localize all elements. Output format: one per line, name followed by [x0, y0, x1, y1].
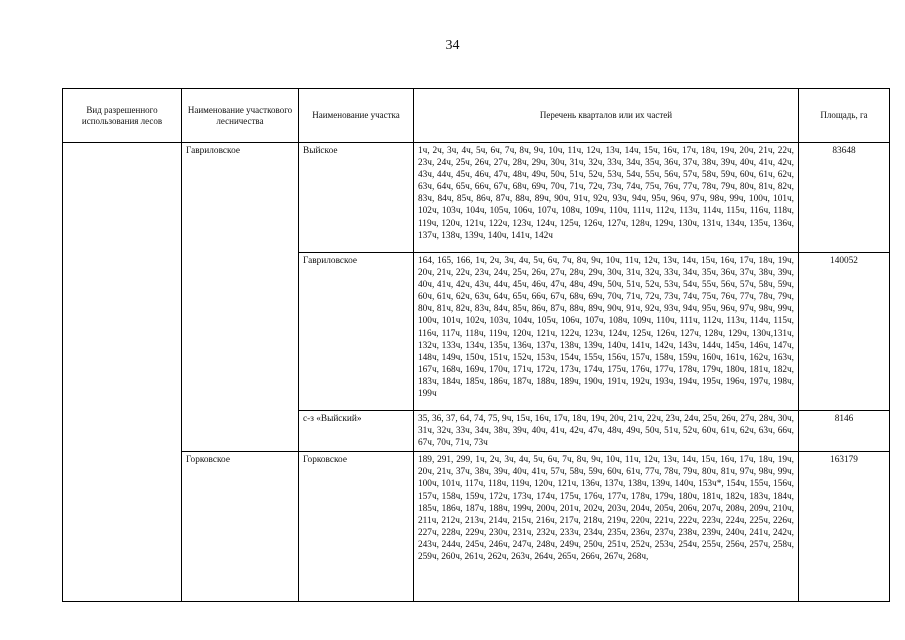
page-number: 34: [445, 38, 460, 53]
plot-cell: Гавриловское: [299, 253, 414, 411]
plot-cell: с-з «Выйский»: [299, 411, 414, 452]
quarters-cell: 164, 165, 166, 1ч, 2ч, 3ч, 4ч, 5ч, 6ч, 7ч, 8ч, 9ч, 10ч, 11ч, 12ч, 13ч, 14ч, 15ч, 16ч, 17ч, 18ч, 19ч, 20ч, 21ч, 22ч, 23ч, 24ч, 25ч, 26ч, 27ч, 28ч, 29ч, 30ч, 31ч, 32ч, 33ч, 34ч, 35ч, 36ч, 37ч, 38ч, 39ч, 40ч, 41ч, 42ч, 43ч, 44ч, 45ч, 46ч, 47ч, 48ч, 49ч, 50ч, 51ч, 52ч, 53ч, 54ч, 55ч, 56ч, 57ч, 58ч, 59ч, 60ч, 61ч, 62ч, 63ч, 64ч, 65ч, 66ч, 67ч, 68ч, 69ч, 70ч, 71ч, 72ч, 73ч, 74ч, 75ч, 76ч, 77ч, 78ч, 79ч, 80ч, 81ч, 82ч, 83ч, 84ч, 85ч, 86ч, 87ч, 88ч, 89ч, 90ч, 91ч, 92ч, 93ч, 94ч, 95ч, 96ч, 97ч, 98ч, 99ч, 100ч, 101ч, 102ч, 103ч, 104ч, 105ч, 106ч, 107ч, 108ч, 109ч, 110ч, 111ч, 112ч, 113ч, 114ч, 115ч, 116ч, 117ч, 118ч, 119ч, 120ч, 121ч, 122ч, 123ч, 124ч, 125ч, 126ч, 127ч, 128ч, 129ч, 130ч,131ч, 132ч, 133ч, 134ч, 135ч, 136ч, 137ч, 138ч, 139ч, 140ч, 141ч, 142ч, 143ч, 144ч, 145ч, 146ч, 147ч, 148ч, 149ч, 150ч, 151ч, 152ч, 153ч, 154ч, 155ч, 156ч, 157ч, 158ч, 159ч, 160ч, 161ч, 162ч, 163ч, 167ч, 168ч, 169ч, 170ч, 171ч, 172ч, 173ч, 174ч, 175ч, 176ч, 177ч, 178ч, 179ч, 180ч, 181ч, 182ч, 183ч, 184ч, 185ч, 186ч, 187ч, 188ч, 189ч, 190ч, 191ч, 192ч, 193ч, 194ч, 195ч, 196ч, 197ч, 198ч, 199ч: [414, 253, 799, 411]
district-cell: Гавриловское: [182, 143, 299, 452]
quarters-cell: 189, 291, 299, 1ч, 2ч, 3ч, 4ч, 5ч, 6ч, 7ч, 8ч, 9ч, 10ч, 11ч, 12ч, 13ч, 14ч, 15ч, 16ч, 17ч, 18ч, 19ч, 20ч, 21ч, 37ч, 38ч, 39ч, 40ч, 41ч, 57ч, 58ч, 59ч, 60ч, 61ч, 77ч, 78ч, 79ч, 80ч, 81ч, 97ч, 98ч, 99ч, 100ч, 101ч, 117ч, 118ч, 119ч, 120ч, 121ч, 136ч, 137ч, 138ч, 139ч, 140ч, 153ч*, 154ч, 155ч, 156ч, 157ч, 158ч, 159ч, 172ч, 173ч, 174ч, 175ч, 176ч, 177ч, 178ч, 179ч, 180ч, 181ч, 182ч, 183ч, 184ч, 185ч, 186ч, 187ч, 188ч, 199ч, 200ч, 201ч, 202ч, 203ч, 204ч, 205ч, 206ч, 207ч, 208ч, 209ч, 210ч, 211ч, 212ч, 213ч, 214ч, 215ч, 216ч, 217ч, 218ч, 219ч, 220ч, 221ч, 222ч, 223ч, 224ч, 225ч, 226ч, 227ч, 228ч, 229ч, 230ч, 231ч, 232ч, 233ч, 234ч, 235ч, 236ч, 237ч, 238ч, 239ч, 240ч, 241ч, 242ч, 243ч, 244ч, 245ч, 246ч, 247ч, 248ч, 249ч, 250ч, 251ч, 252ч, 253ч, 254ч, 255ч, 256ч, 257ч, 258ч, 259ч, 260ч, 261ч, 262ч, 263ч, 264ч, 265ч, 266ч, 267ч, 268ч,: [414, 452, 799, 602]
area-cell: 83648: [799, 143, 890, 253]
quarters-cell: 35, 36, 37, 64, 74, 75, 9ч, 15ч, 16ч, 17ч, 18ч, 19ч, 20ч, 21ч, 22ч, 23ч, 24ч, 25ч, 26ч, 27ч, 28ч, 30ч, 31ч, 32ч, 33ч, 34ч, 38ч, 39ч, 40ч, 41ч, 42ч, 47ч, 48ч, 49ч, 50ч, 51ч, 52ч, 60ч, 61ч, 62ч, 63ч, 66ч, 67ч, 70ч, 71ч, 73ч: [414, 411, 799, 452]
district-cell: Горковское: [182, 452, 299, 602]
plot-cell: Выйское: [299, 143, 414, 253]
header-quarters-list: Перечень кварталов или их частей: [414, 89, 799, 143]
table-row: [63, 143, 890, 253]
table-row: [63, 452, 890, 602]
forest-quarters-table: [62, 88, 890, 602]
quarters-cell: 1ч, 2ч, 3ч, 4ч, 5ч, 6ч, 7ч, 8ч, 9ч, 10ч, 11ч, 12ч, 13ч, 14ч, 15ч, 16ч, 17ч, 18ч, 19ч, 20ч, 21ч, 22ч, 23ч, 24ч, 25ч, 26ч, 27ч, 28ч, 29ч, 30ч, 31ч, 32ч, 33ч, 34ч, 35ч, 36ч, 37ч, 38ч, 39ч, 40ч, 41ч, 42ч, 43ч, 44ч, 45ч, 46ч, 47ч, 48ч, 49ч, 50ч, 51ч, 52ч, 53ч, 54ч, 55ч, 56ч, 57ч, 58ч, 59ч, 60ч, 61ч, 62ч, 63ч, 64ч, 65ч, 66ч, 67ч, 68ч, 69ч, 70ч, 71ч, 72ч, 73ч, 74ч, 75ч, 76ч, 77ч, 78ч, 79ч, 80ч, 81ч, 82ч, 83ч, 84ч, 85ч, 86ч, 87ч, 88ч, 89ч, 90ч, 91ч, 92ч, 93ч, 94ч, 95ч, 96ч, 97ч, 98ч, 99ч, 100ч, 101ч, 102ч, 103ч, 104ч, 105ч, 106ч, 107ч, 108ч, 109ч, 110ч, 111ч, 112ч, 113ч, 114ч, 115ч, 116ч, 118ч, 119ч, 120ч, 121ч, 122ч, 123ч, 124ч, 125ч, 126ч, 127ч, 128ч, 129ч, 130ч, 131ч, 134ч, 135ч, 136ч, 137ч, 138ч, 139ч, 140ч, 141ч, 142ч: [414, 143, 799, 253]
header-district-forestry: Наименование участкового лесничества: [182, 89, 299, 143]
header-area: Площадь, га: [799, 89, 890, 143]
header-use-type: Вид разрешенного использования лесов: [63, 89, 182, 143]
header-plot-name: Наименование участка: [299, 89, 414, 143]
plot-cell: Горковское: [299, 452, 414, 602]
area-cell: 8146: [799, 411, 890, 452]
use-type-cell: [63, 143, 182, 602]
area-cell: 140052: [799, 253, 890, 411]
table-header-row: [63, 89, 890, 143]
area-cell: 163179: [799, 452, 890, 602]
